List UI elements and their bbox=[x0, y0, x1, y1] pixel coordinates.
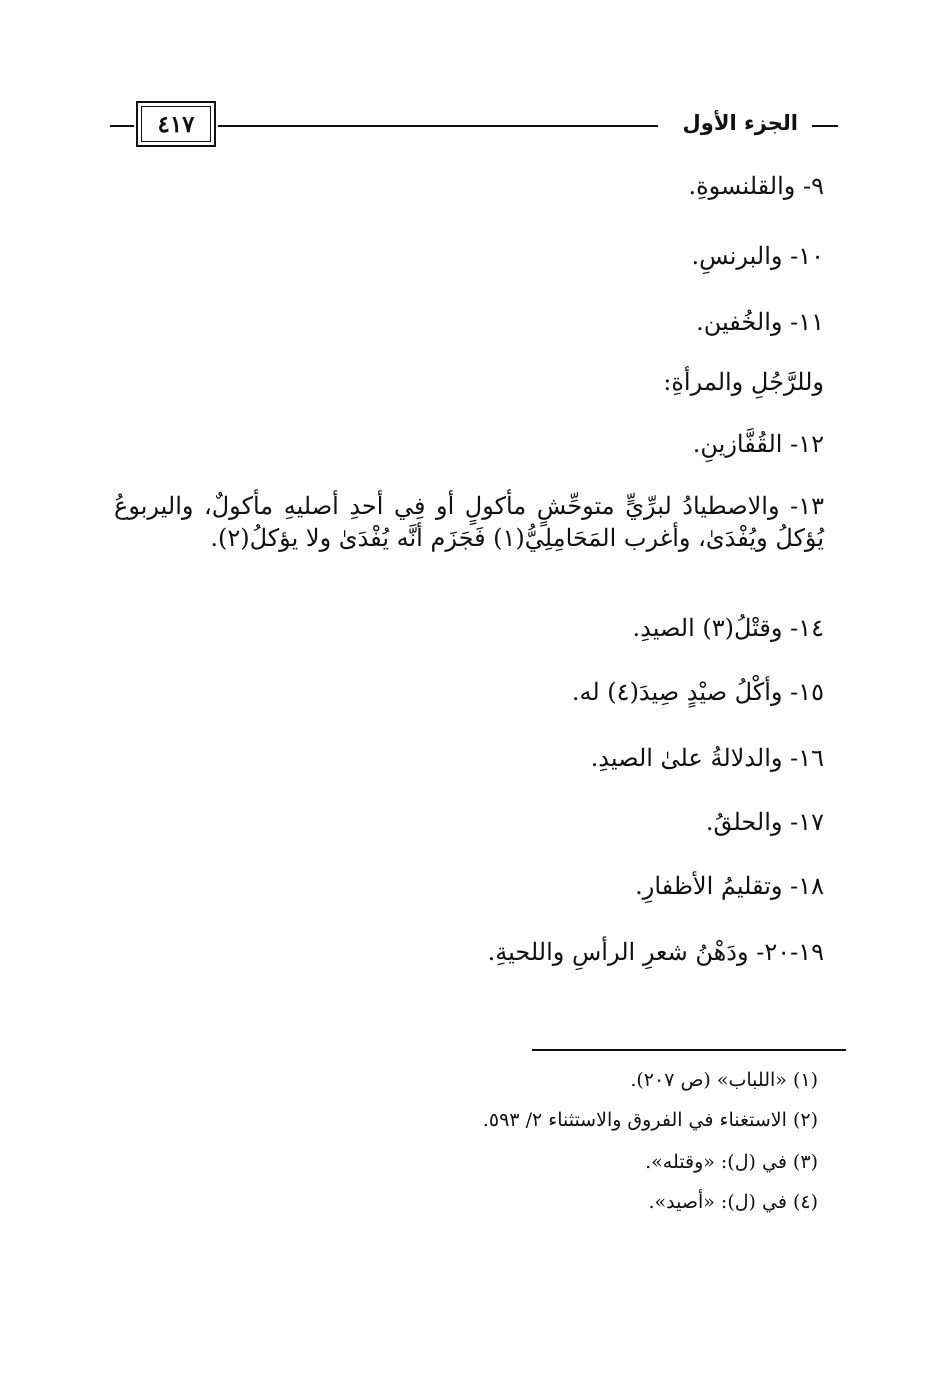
header-rule-left bbox=[110, 125, 134, 127]
list-item: ١٤- وقتْلُ(٣) الصيدِ. bbox=[632, 614, 824, 642]
list-item: ١٦- والدلالةُ علىٰ الصيدِ. bbox=[590, 744, 824, 772]
list-item: ١٨- وتقليمُ الأظفارِ. bbox=[635, 872, 824, 900]
list-item: ١٥- وأكْلُ صيْدٍ صِيدَ(٤) له. bbox=[571, 678, 824, 706]
page-number: ٤١٧ bbox=[141, 106, 211, 142]
list-item: ١٠- والبرنسِ. bbox=[691, 242, 824, 270]
header-rule-right bbox=[812, 125, 838, 127]
list-item: ١٧- والحلقُ. bbox=[705, 808, 824, 836]
footnote: (١) «اللباب» (ص ٢٠٧). bbox=[630, 1069, 818, 1091]
list-item: ٩- والقلنسوةِ. bbox=[688, 172, 824, 200]
page-header bbox=[110, 95, 838, 155]
page-number-box bbox=[136, 101, 216, 147]
footnote: (٢) الاستغناء في الفروق والاستثناء ٢/ ٥٩٣. bbox=[482, 1109, 818, 1131]
footnote: (٣) في (ل): «وقتله». bbox=[645, 1151, 818, 1173]
footnote: (٤) في (ل): «أصيد». bbox=[648, 1191, 818, 1213]
running-title: الجزء الأول bbox=[682, 111, 798, 135]
list-item: ١٢- القُفَّازينِ. bbox=[692, 430, 824, 458]
list-item: ١١- والخُفين. bbox=[696, 308, 824, 336]
list-item: ١٩-٢٠- ودَهْنُ شعرِ الرأسِ واللحيةِ. bbox=[487, 938, 824, 966]
section-heading: وللرَّجُلِ والمرأةِ: bbox=[663, 368, 824, 396]
list-item-paragraph: ١٣- والاصطيادُ لبرِّيٍّ متوحِّشٍ مأكولٍ أو فِي أحدِ أصليهِ مأكولٌ، واليربوعُ يُؤكلُ ويُفْدَىٰ، وأغرب المَحَامِلِيُّ(١) فَجَزَم أنَّه يُفْدَىٰ ولا يؤكلُ(٢). bbox=[114, 492, 824, 552]
footnote-separator bbox=[532, 1049, 846, 1051]
header-rule-middle bbox=[218, 125, 658, 127]
